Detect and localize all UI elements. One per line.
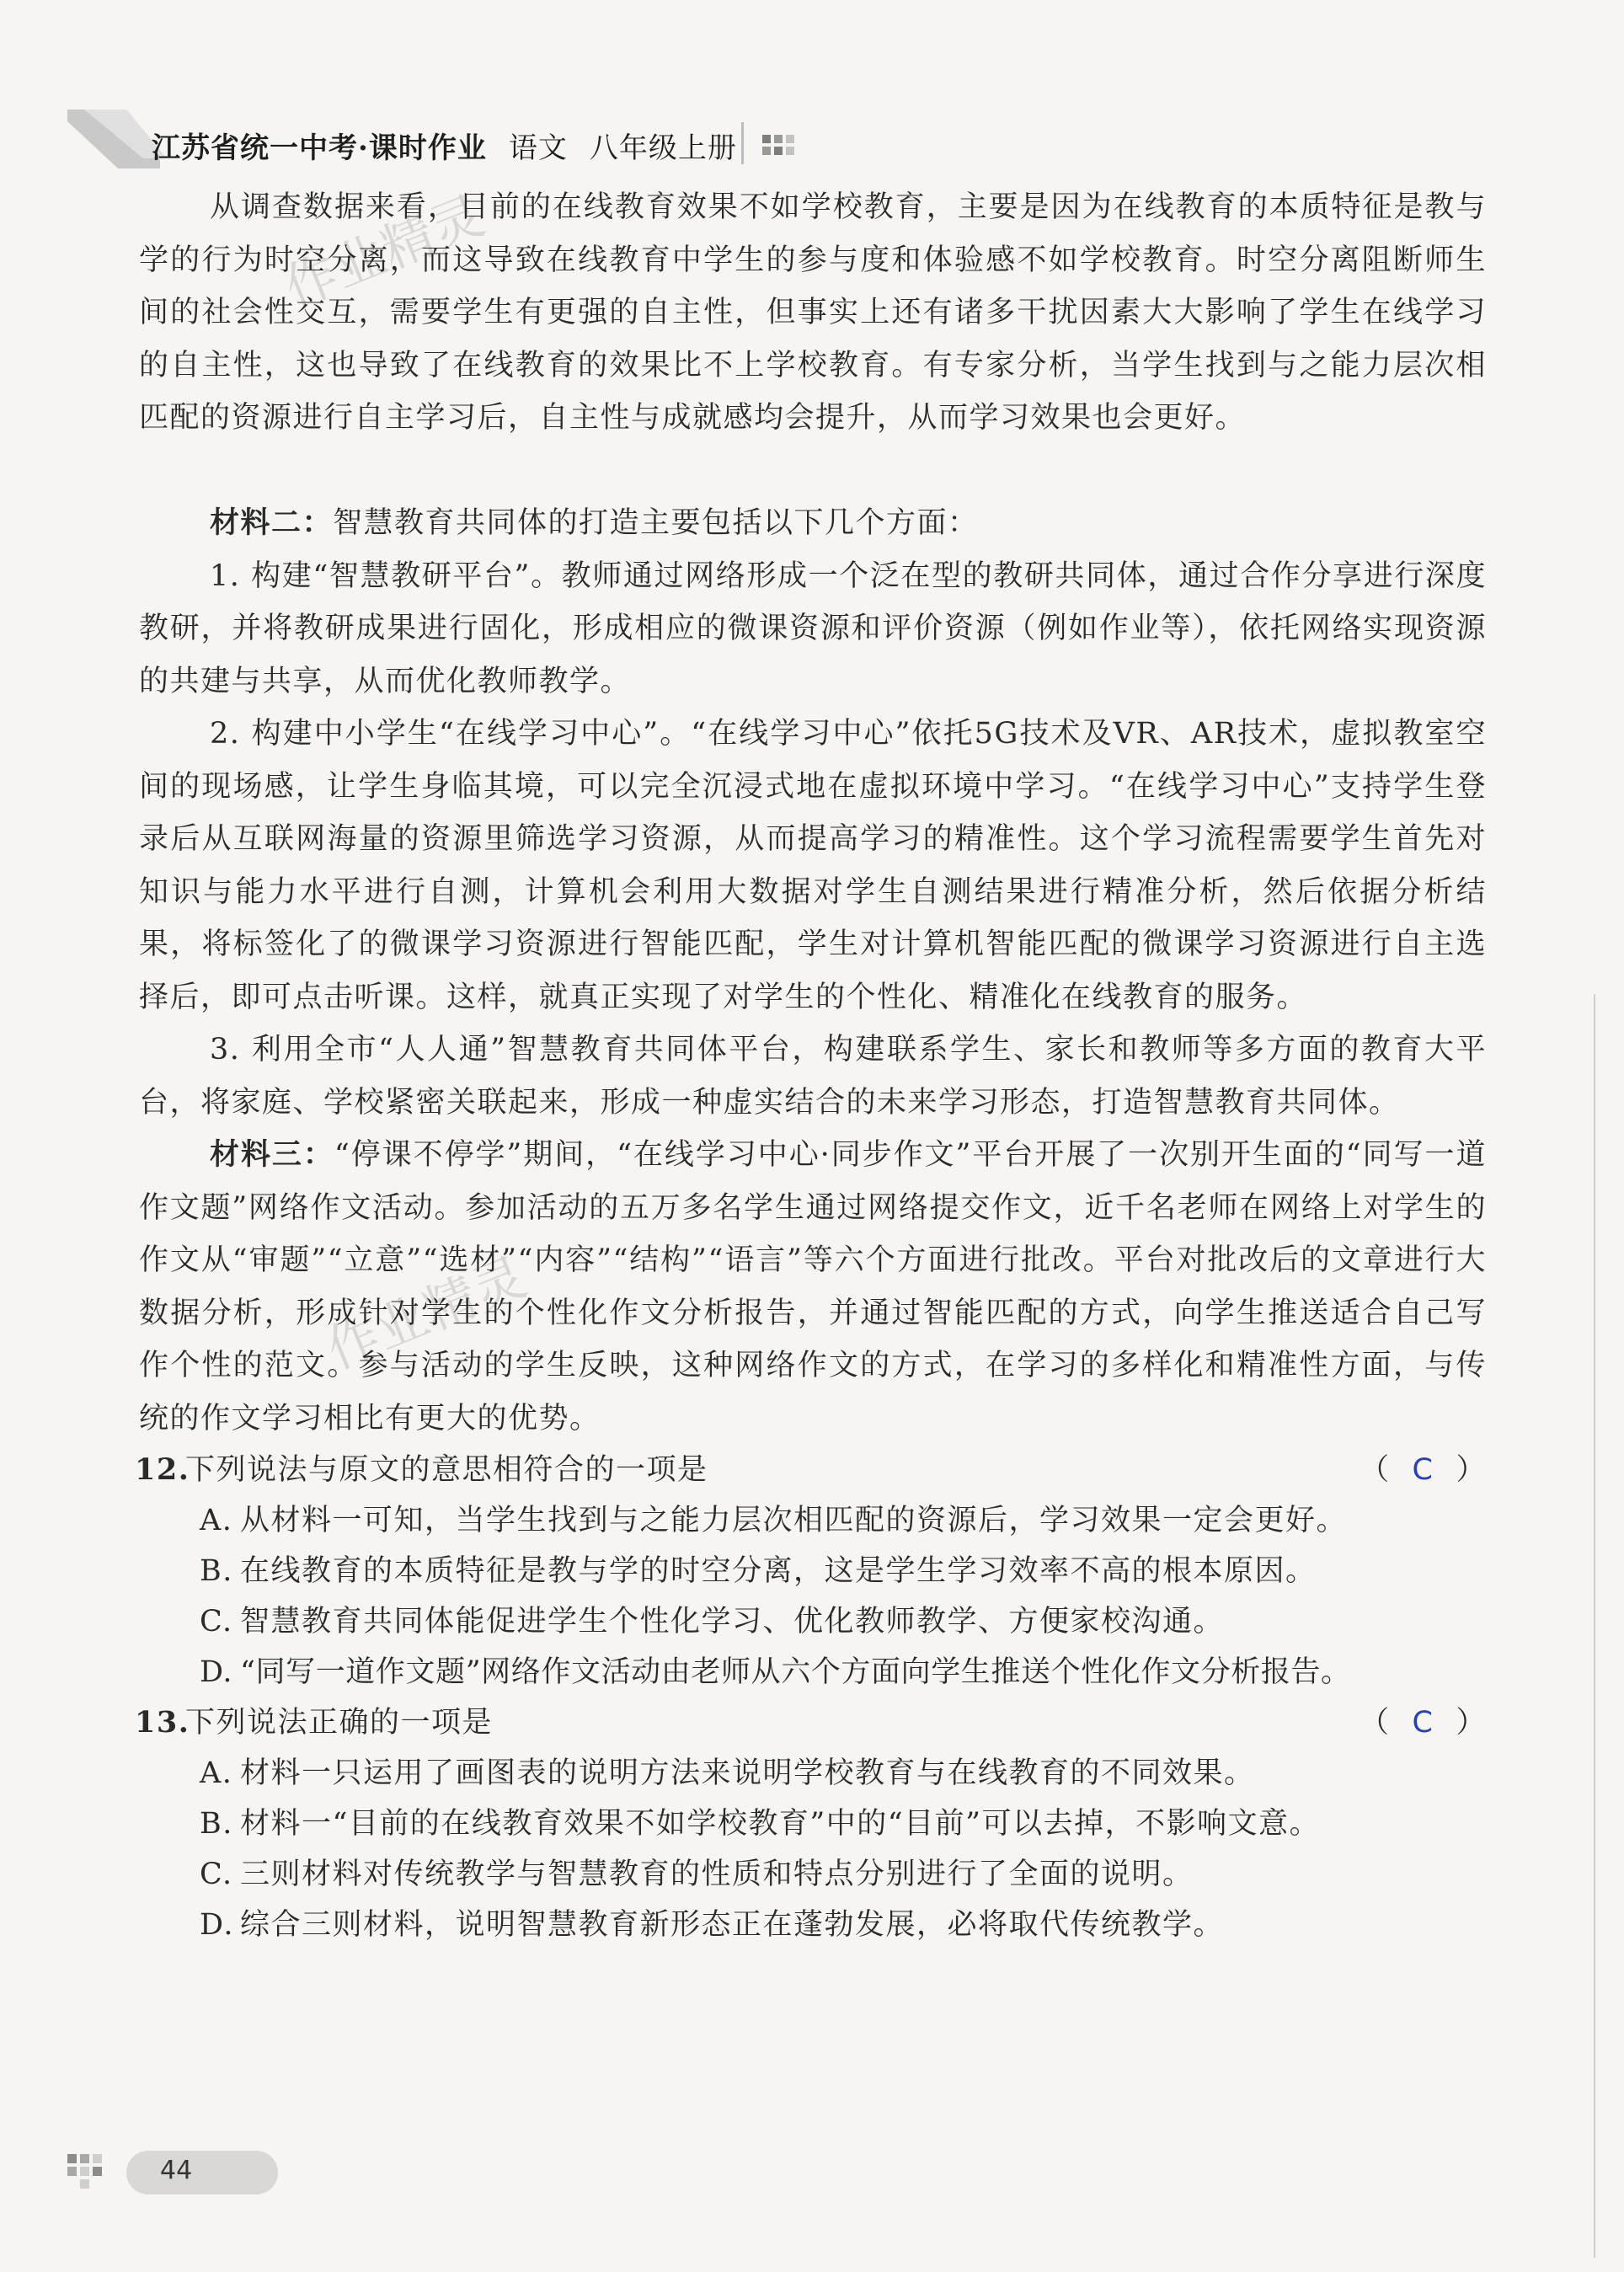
question-stem: 下列说法正确的一项是 [185, 1706, 494, 1740]
watermark: 作业精灵 [275, 184, 493, 320]
option-13-a: A. 材料一只运用了画图表的说明方法来说明学校教育与在线教育的不同效果。 [200, 1756, 1255, 1790]
answer-bracket: （ C ） [1360, 1453, 1487, 1487]
header-title [152, 125, 737, 166]
paragraph-point-two: 2. 构建中小学生“在线学习中心”。“在线学习中心”依托5G技术及VR、AR技术，虚拟教室空间的现场感，让学生身临其境，可以完全沉浸式地在虚拟环境中学习。“在线学习中心”支持学生登录后从互联网海量的资源里筛选学习资源，从而提高学习的精准性。这个学习流程需要学生首先对知识与能力水平进行自测，计算机会利用大数据对学生自测结果进行精准分析，然后依据分析结果，将标签化了的微课学习资源进行智能匹配，学生对计算机智能匹配的微课学习资源进行自主选择后，即可点击听课。这样，就真正实现了对学生的个性化、精准化在线教育的服务。 [139, 717, 1487, 1014]
question-number: 12. [135, 1452, 190, 1487]
page-number-pill [126, 2151, 278, 2194]
page-edge-line [1594, 994, 1595, 2258]
option-12-b: B. 在线教育的本质特征是教与学的时空分离，这是学生学习效率不高的根本原因。 [200, 1554, 1317, 1588]
question-12 [135, 1445, 1487, 1495]
option-12-c: C. 智慧教育共同体能促进学生个性化学习、优化教师教学、方便家校沟通。 [200, 1605, 1225, 1639]
option-13-d: D. 综合三则材料，说明智慧教育新形态正在蓬勃发展，必将取代传统教学。 [200, 1908, 1225, 1942]
header-divider [741, 122, 744, 164]
paragraph-point-one: 1. 构建“智慧教研平台”。教师通过网络形成一个泛在型的教研共同体，通过合作分享进行深度教研，并将教研成果进行固化，形成相应的微课资源和评价资源（例如作业等），依托网络实现资源的共建与共享，从而优化教师教学。 [139, 559, 1487, 698]
answer-bracket: （ C ） [1360, 1706, 1487, 1740]
paragraph-material-three: 材料三：“停课不停学”期间，“在线学习中心·同步作文”平台开展了一次别开生面的“同写一道作文题”网络作文活动。参加活动的五万多名学生通过网络提交作文，近千名老师在网络上对学生的作文从“审题”“立意”“选材”“内容”“结构”“语言”等六个方面进行批改。平台对批改后的文章进行大数据分析，形成针对学生的个性化作文分析报告，并通过智能匹配的方式，向学生推送适合自己写作个性的范文。参与活动的学生反映，这种网络作文的方式，在学习的多样化和精准性方面，与传统的作文学习相比有更大的优势。 [139, 1137, 1487, 1435]
header-squares-decoration [754, 128, 804, 162]
material-three-label: 材料三： [210, 1137, 334, 1172]
answer-letter: C [1412, 1706, 1434, 1740]
question-number: 13. [135, 1705, 190, 1740]
paragraph-point-three: 3. 利用全市“人人通”智慧教育共同体平台，构建联系学生、家长和教师等多方面的教育大平台，将家庭、学校紧密关联起来，形成一种虚实结合的未来学习形态，打造智慧教育共同体。 [139, 1033, 1487, 1120]
option-13-b: B. 材料一“目前的在线教育效果不如学校教育”中的“目前”可以去掉，不影响文意。 [200, 1807, 1321, 1841]
paragraph-material-two-intro: 材料二：智慧教育共同体的打造主要包括以下几个方面： [210, 505, 979, 540]
option-12-a: A. 从材料一可知，当学生找到与之能力层次相匹配的资源后，学习效果一定会更好。 [200, 1504, 1348, 1537]
paragraph-material-one: 从调查数据来看，目前的在线教育效果不如学校教育，主要是因为在线教育的本质特征是教与学的行为时空分离，而这导致在线教育中学生的参与度和体验感不如学校教育。时空分离阻断师生间的社会性交互，需要学生有更强的自主性，但事实上还有诸多干扰因素大大影响了学生在线学习的自主性，这也导致了在线教育的效果比不上学校教育。有专家分析，当学生找到与之能力层次相匹配的资源进行自主学习后，自主性与成就感均会提升，从而学习效果也会更好。 [139, 190, 1487, 435]
book-title: 江苏省统一中考·课时作业 [152, 131, 487, 165]
option-13-c: C. 三则材料对传统教学与智慧教育的性质和特点分别进行了全面的说明。 [200, 1858, 1194, 1891]
subject-label: 语文 [508, 131, 568, 165]
answer-letter: C [1412, 1453, 1434, 1487]
page-header [67, 110, 825, 177]
question-13 [135, 1697, 1487, 1748]
option-12-d: D. “同写一道作文题”网络作文活动由老师从六个方面向学生推送个性化作文分析报告。 [200, 1655, 1351, 1689]
main-content [135, 181, 1487, 1950]
watermark: 作业精灵 [318, 1245, 535, 1382]
grade-label: 八年级上册 [589, 131, 737, 165]
page-number: 44 [160, 2156, 193, 2185]
question-stem: 下列说法与原文的意思相符合的一项是 [185, 1453, 708, 1487]
material-two-label: 材料二： [210, 505, 334, 540]
page-footer [67, 2144, 236, 2203]
